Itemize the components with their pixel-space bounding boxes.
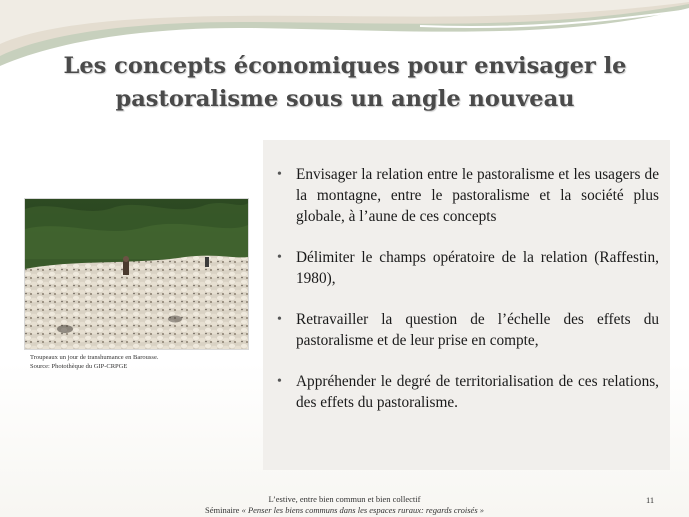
- slide-title: [20, 50, 670, 116]
- slide-footer: [0, 494, 689, 516]
- slide-title-line-2: pastoralisme sous un angle nouveau: [115, 86, 575, 112]
- page-number: 11: [646, 495, 655, 505]
- slide-title-line-1: Les concepts économiques pour envisager le: [63, 53, 627, 79]
- photo-caption: [30, 353, 250, 371]
- footer-title: L’estive, entre bien commun et bien collectif: [268, 494, 421, 504]
- bullet-item-2: • Délimiter le champs opératoire de la relation (Raffestin, 1980),: [277, 247, 659, 289]
- photo-caption-line-1: Troupeaux un jour de transhumance en Barousse.: [30, 354, 159, 361]
- photo-caption-source: Source: Photothèque du GIP-CRPGE: [30, 363, 128, 370]
- bullet-item-3: • Retravailler la question de l’échelle des effets du pastoralisme et de leur prise en compte,: [277, 309, 659, 351]
- footer-seminar: [0, 505, 689, 516]
- sheep-flock-photo: [24, 198, 249, 350]
- sheep-flock-image: [25, 199, 248, 349]
- footer-seminar-title: « Penser les biens communs dans les espaces ruraux: regards croisés »: [241, 505, 485, 515]
- footer-seminar-prefix: Séminaire: [204, 505, 242, 515]
- bullet-list: [277, 164, 659, 433]
- bullet-item-1: • Envisager la relation entre le pastoralisme et les usagers de la montagne, entre le pastoralisme et la société plus globale, à l’aune de ces concepts: [277, 164, 659, 227]
- bullet-panel: [263, 140, 670, 470]
- bullet-item-4: • Appréhender le degré de territorialisation de ces relations, des effets du pastoralisme.: [277, 371, 659, 413]
